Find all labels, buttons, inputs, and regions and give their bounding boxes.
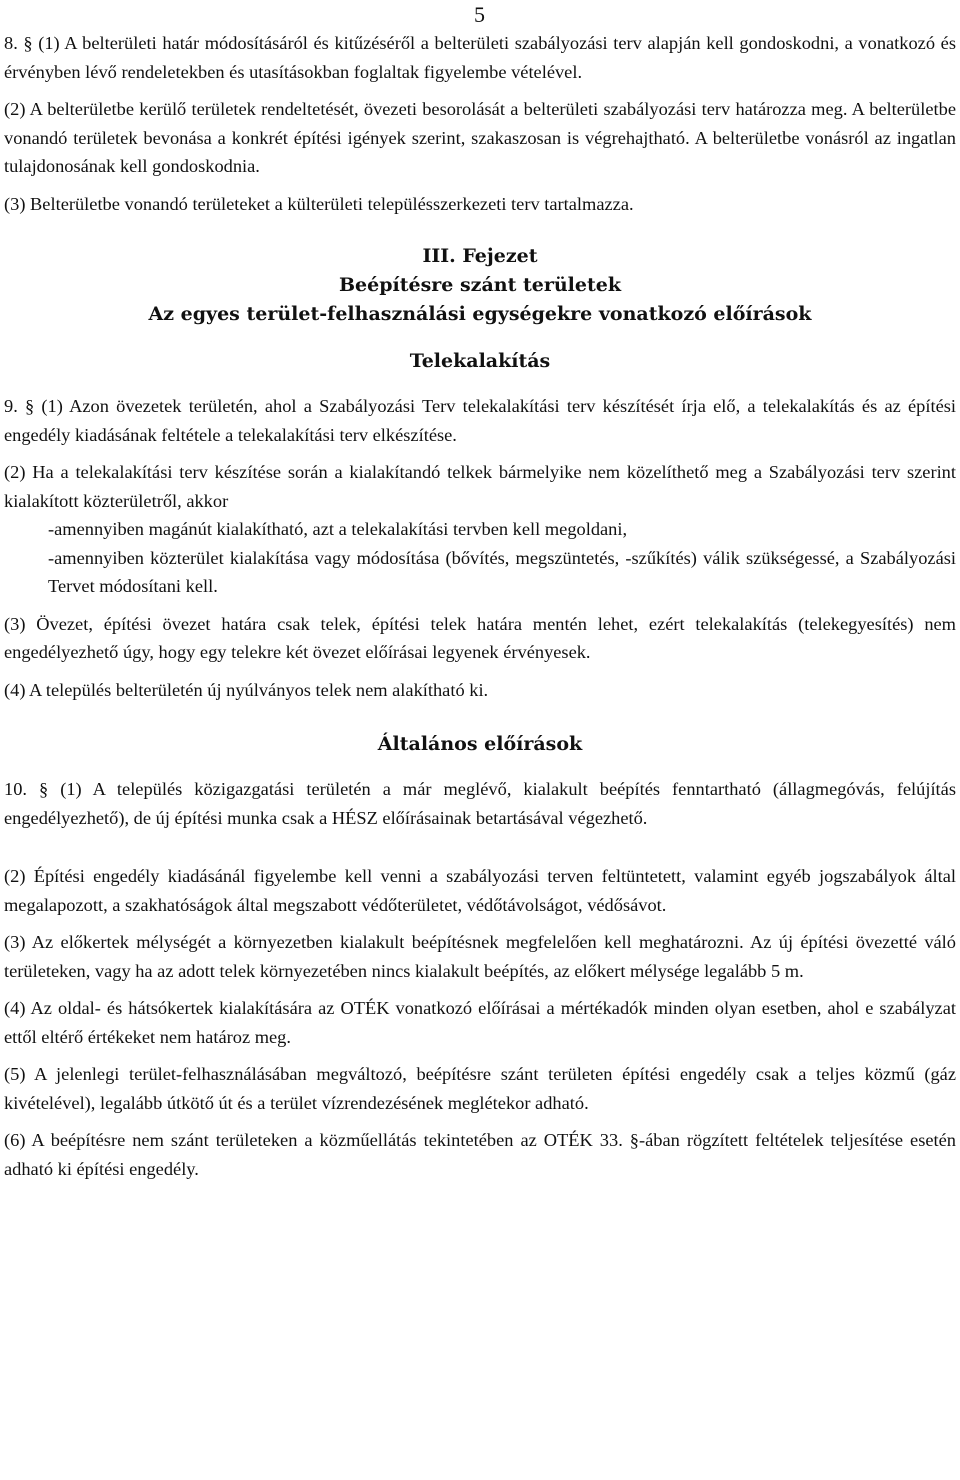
paragraph-10-2: (2) Építési engedély kiadásánál figyelembe kell venni a szabályozási terven feltüntetett, valamint egyéb jogszabályok által megalapozott, a szakhatóságok által megszabott védőterületet, védőtávolságot, védősávot. <box>4 866 956 915</box>
chapter-title: Beépítésre szánt területek <box>338 274 622 296</box>
chapter-subtitle: Az egyes terület-felhasználási egységekre vonatkozó előírások <box>148 303 812 325</box>
paragraph-8-3: (3) Belterületbe vonandó területeket a külterületi településszerkezeti terv tartalmazza. <box>4 193 634 214</box>
paragraph-10-6: (6) A beépítésre nem szánt területeken a közműellátás tekintetében az OTÉK 33. §-ában rögzített feltételek teljesítése esetén adható ki építési engedély. <box>4 1130 956 1179</box>
page-number: 5 <box>474 2 485 27</box>
paragraph-10-3: (3) Az előkertek mélységét a környezetben kialakult beépítésnek megfelelően kell meghatározni. Az új építési övezetté váló területeken, vagy ha az adott telek környezetében nincs kialakult beépítés, az előkert mélysége legalább 5 m. <box>4 932 956 981</box>
paragraph-9-1: 9. § (1) Azon övezetek területén, ahol a Szabályozási Terv telekalakítási terv készítését írja elő, a telekalakítás és az építési engedély kiadásának feltétele a telekalakítási terv elkészítése. <box>4 396 956 445</box>
paragraph-10-1: 10. § (1) A település közigazgatási területén a már meglévő, kialakult beépítés fenntartható (állagmegóvás, felújítás engedélyezhető), de új építési munka csak a HÉSZ előírásainak betartásával végezhető. <box>4 779 956 828</box>
paragraph-9-2: (2) Ha a telekalakítási terv készítése során a kialakítandó telkek bármelyike nem közelíthető meg a Szabályozási terv szerint kialakított közterületről, akkor <box>4 462 956 511</box>
paragraph-8-1: 8. § (1) A belterületi határ módosításáról és kitűzéséről a belterületi szabályozási terv alapján kell gondoskodni, a vonatkozó és érvényben lévő rendeletekben és utasításokban foglaltak figyelembe vételével. <box>4 33 956 82</box>
document-body <box>4 29 956 1183</box>
section-heading-telekalakitas: Telekalakítás <box>409 350 551 372</box>
chapter-heading-block <box>4 242 956 329</box>
paragraph-10-5: (5) A jelenlegi terület-felhasználásában megváltozó, beépítésre szánt területen építési engedély csak a teljes közmű (gáz kivételével), legalább útkötő út és a terület vízrendezésének meglétekor adható. <box>4 1064 956 1113</box>
paragraph-9-3: (3) Övezet, építési övezet határa csak telek, építési telek határa mentén lehet, ezért telekalakítás (telekegyesítés) nem engedélyezhető úgy, hogy egy telekre két övezet előírásai legyenek érvényesek. <box>4 613 956 662</box>
paragraph-9-4: (4) A település belterületén új nyúlványos telek nem alakítható ki. <box>4 679 489 700</box>
chapter-number: III. Fejezet <box>422 245 538 267</box>
list-item: -amennyiben közterület kialakítása vagy módosítása (bővítés, megszüntetés, -szűkítés) válik szükségessé, a Szabályozási Tervet módosítani kell. <box>48 547 956 596</box>
paragraph-10-4: (4) Az oldal- és hátsókertek kialakítására az OTÉK vonatkozó előírásai a mértékadók minden olyan esetben, ahol e szabályzat ettől eltérő értékeket nem határoz meg. <box>4 998 956 1047</box>
paragraph-8-2: (2) A belterületbe kerülő területek rendeltetését, övezeti besorolását a belterületi szabályozási terv határozza meg. A belterületbe vonandó területek bevonása a konkrét építési igények szerint, szakaszosan is végrehajtható. A belterületbe vonásról az ingatlan tulajdonosának kell gondoskodnia. <box>4 99 956 176</box>
section-heading-altalanos: Általános előírások <box>377 733 583 755</box>
list-item: -amennyiben magánút kialakítható, azt a telekalakítási tervben kell megoldani, <box>48 519 628 539</box>
